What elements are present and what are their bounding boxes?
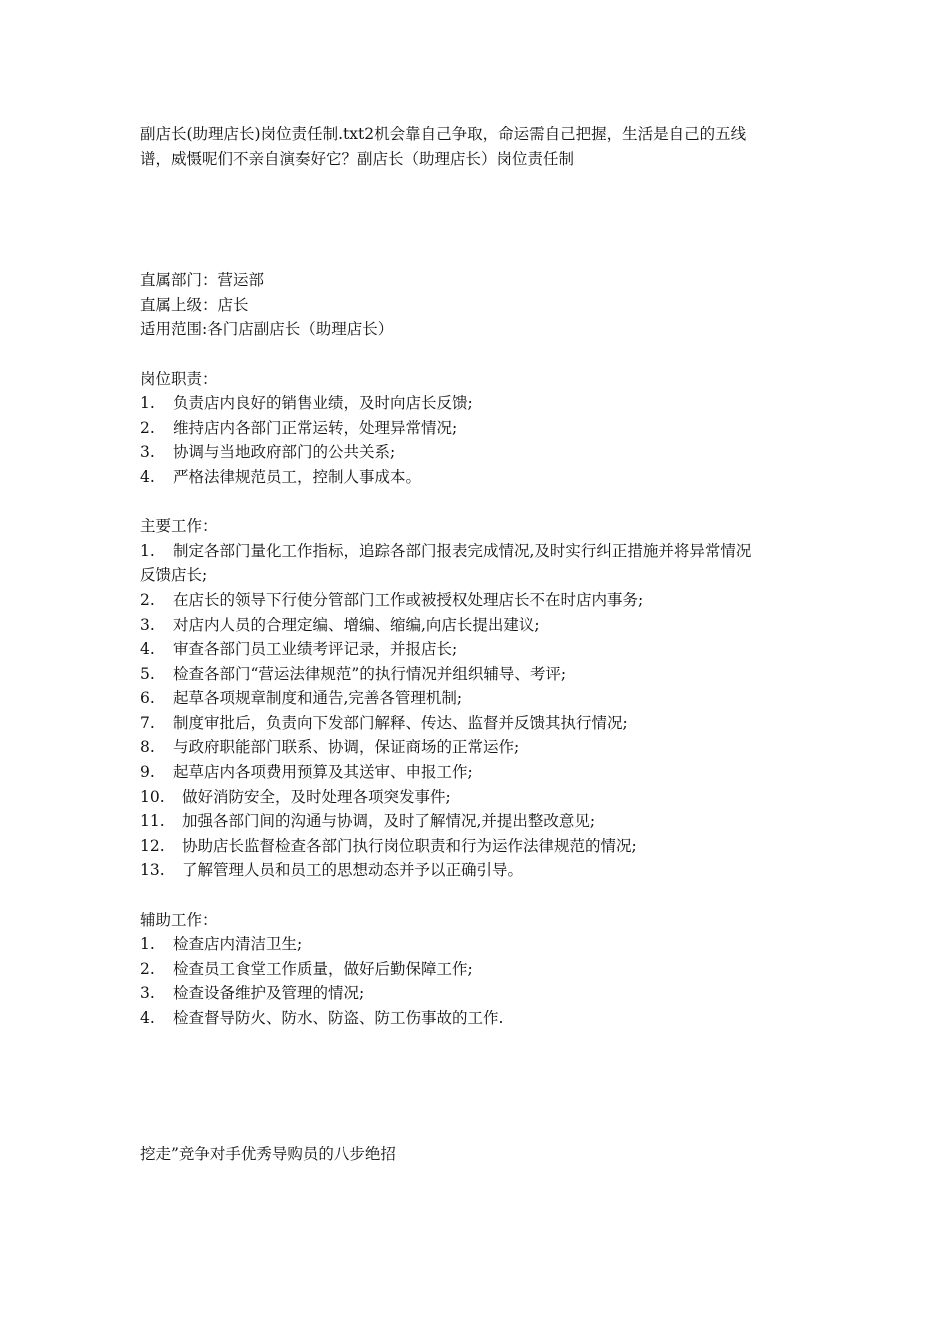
item-text: 审查各部门员工业绩考评记录，并报店长; [173, 640, 458, 659]
item-text: 协助店长监督检查各部门执行岗位职责和行为运作法律规范的情况; [182, 836, 637, 855]
item-number: 1. [140, 541, 155, 560]
item-number: 2. [140, 418, 155, 437]
title-line-1: 副店长(助理店长)岗位责任制.txt2机会靠自己争取，命运需自己把握，生活是自己的五线 [140, 125, 747, 143]
list-item [140, 957, 820, 982]
item-text: 加强各部门间的沟通与协调，及时了解情况,并提出整改意见; [182, 812, 596, 831]
item-text: 检查设备维护及管理的情况; [173, 984, 365, 1003]
item-text: 起草店内各项费用预算及其送审、申报工作; [173, 763, 473, 782]
spacer [140, 342, 820, 367]
spacer [140, 1031, 820, 1142]
list-item [140, 391, 820, 416]
list-item [140, 686, 820, 711]
item-text: 做好消防安全，及时处理各项突发事件; [182, 787, 451, 806]
item-text: 负责店内良好的销售业绩，及时向店长反馈; [173, 394, 473, 413]
item-number: 5. [140, 664, 155, 683]
aux-work-heading: 辅助工作： [140, 910, 218, 929]
list-item [140, 416, 820, 441]
item-text: 与政府职能部门联系、协调，保证商场的正常运作; [173, 738, 520, 757]
main-work-heading: 主要工作： [140, 517, 218, 536]
list-item [140, 465, 820, 490]
item-number: 8. [140, 738, 155, 757]
duties-heading: 岗位职责： [140, 369, 218, 388]
item-number: 7. [140, 713, 155, 732]
document-page [140, 122, 820, 1166]
item-text: 了解管理人员和员工的思想动态并予以正确引导。 [182, 861, 524, 880]
item-number: 1. [140, 394, 155, 413]
item-number: 4. [140, 467, 155, 486]
list-item-continuation: 反馈店长; [140, 566, 208, 585]
item-number: 9. [140, 763, 155, 782]
item-number: 11. [140, 812, 165, 831]
list-item [140, 440, 820, 465]
item-text: 严格法律规范员工，控制人事成本。 [173, 467, 422, 486]
list-item [140, 637, 820, 662]
item-text: 协调与当地政府部门的公共关系; [173, 443, 396, 462]
list-item [140, 760, 820, 785]
item-number: 1. [140, 935, 155, 954]
info-department: 直属部门：营运部 [140, 271, 265, 290]
info-superior: 直属上级：店长 [140, 295, 249, 314]
item-text: 检查督导防火、防水、防盗、防工伤事故的工作. [173, 1009, 504, 1027]
item-text: 制定各部门量化工作指标，追踪各部门报表完成情况,及时实行纠正措施并将异常情况 [173, 541, 752, 560]
list-item [140, 834, 820, 859]
item-number: 13. [140, 861, 165, 880]
item-number: 2. [140, 590, 155, 609]
list-item [140, 662, 820, 687]
list-item [140, 809, 820, 834]
item-text: 在店长的领导下行使分管部门工作或被授权处理店长不在时店内事务; [173, 590, 644, 609]
list-item [140, 981, 820, 1006]
item-number: 12. [140, 836, 165, 855]
item-number: 4. [140, 1009, 155, 1027]
item-number: 4. [140, 640, 155, 659]
spacer [140, 883, 820, 908]
item-text: 检查各部门“营运法律规范”的执行情况并组织辅导、考评; [173, 664, 567, 683]
list-item [140, 1006, 820, 1031]
list-item [140, 613, 820, 638]
item-number: 3. [140, 615, 155, 634]
item-number: 2. [140, 959, 155, 978]
item-number: 3. [140, 443, 155, 462]
item-text: 起草各项规章制度和通告,完善各管理机制; [173, 689, 463, 708]
list-item [140, 711, 820, 736]
info-scope: 适用范围:各门店副店长（助理店长） [140, 320, 394, 339]
list-item [140, 735, 820, 760]
footer-line: 挖走”竞争对手优秀导购员的八步绝招 [140, 1144, 396, 1163]
item-text: 检查员工食堂工作质量，做好后勤保障工作; [173, 959, 473, 978]
list-item [140, 588, 820, 613]
item-text: 制度审批后，负责向下发部门解释、传达、监督并反馈其执行情况; [173, 713, 628, 732]
item-number: 3. [140, 984, 155, 1003]
list-item [140, 785, 820, 810]
list-item [140, 539, 820, 564]
spacer [140, 490, 820, 515]
list-item [140, 932, 820, 957]
item-text: 对店内人员的合理定编、增编、缩编,向店长提出建议; [173, 615, 540, 634]
item-text: 维持店内各部门正常运转，处理异常情况; [173, 418, 458, 437]
item-number: 6. [140, 689, 155, 708]
list-item [140, 858, 820, 883]
title-line-2: 谱，威慑呢们不亲自演奏好它？副店长（助理店长）岗位责任制 [140, 149, 575, 168]
item-number: 10. [140, 787, 165, 806]
item-text: 检查店内清洁卫生; [173, 935, 303, 954]
spacer [140, 171, 820, 268]
